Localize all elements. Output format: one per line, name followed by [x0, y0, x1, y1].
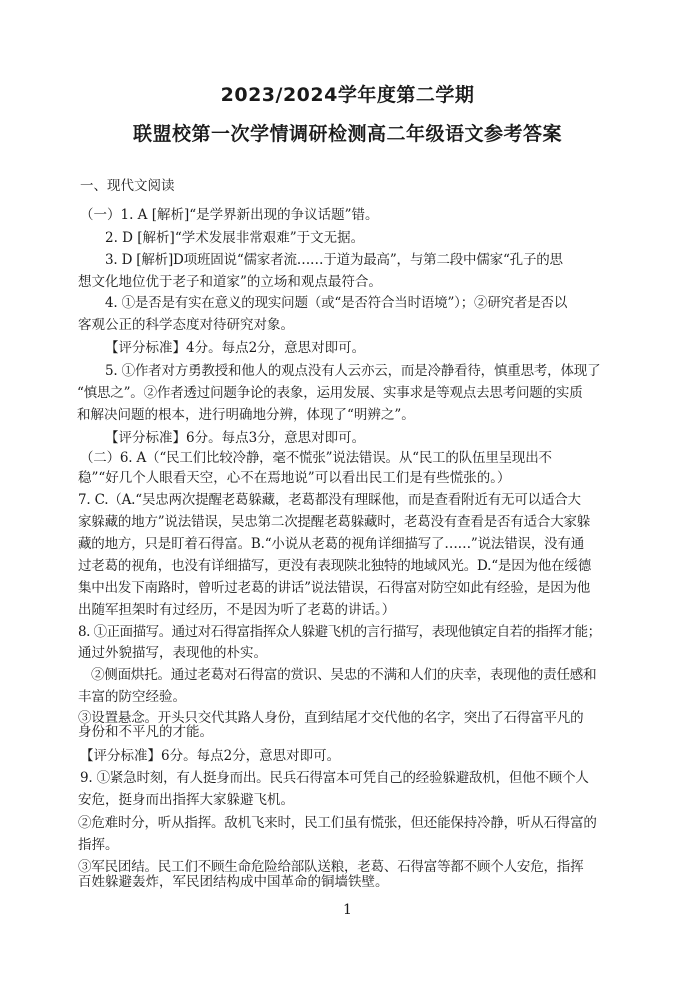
text-line: 9. ①紧急时刻，有人挺身而出。民兵石得富本可凭自己的经验躲避敌机，但他不顾个人 [80, 770, 589, 786]
text-line: 7. C.（A.“吴忠两次提醒老葛躲藏，老葛都没有理睬他，而是查看附近有无可以适合大 [78, 492, 581, 508]
text-line: 8. ①正面描写。通过对石得富指挥众人躲避飞机的言行描写，表现他镇定自若的指挥才能； [78, 624, 601, 640]
text-line: “慎思之”。②作者透过问题争论的表象，运用发展、实事求是等观点去思考问题的实质 [77, 385, 583, 401]
text-line: 藏的地方，只是盯着石得富。B.“小说从老葛的视角详细描写了……”说法错误，没有通 [78, 536, 585, 552]
text-line: 4. ①是否是有实在意义的现实问题（或“是否符合当时语境”）；②研究者是否以 [105, 295, 568, 311]
text-line: 集中出发下南路时，曾听过老葛的讲话”说法错误，石得富对防空如此有经验，是因为他 [78, 580, 591, 596]
text-line: （一）1. A [解析]“是学界新出现的争议话题”错。 [80, 207, 379, 223]
text-line: 3. D [解析]D项班固说“儒家者流……于道为最高”，与第二段中儒家“孔子的思 [105, 252, 563, 268]
text-line: 和解决问题的根本，进行明确地分辨，体现了“明辨之”。 [77, 407, 415, 423]
text-line: 通过外貌描写，表现他的朴实。 [78, 645, 267, 661]
text-line: 稳”“好几个人眼看天空，心不在焉地说”可以看出民工们是有些慌张的。） [78, 470, 511, 486]
text-line: ②危难时分，听从指挥。敌机飞来时，民工们虽有慌张，但还能保持冷静，听从石得富的 [78, 815, 597, 831]
text-line: ③军民团结。民工们不顾生命危险给部队送粮，老葛、石得富等都不顾个人安危，指挥 [78, 859, 584, 875]
document-title-line2: 联盟校第一次学情调研检测高二年级语文参考答案 [132, 123, 562, 145]
text-line: 【评分标准】6分。每点2分，意思对即可。 [80, 748, 341, 764]
text-line: （二）6. A（“民工们比较冷静，毫不慌张”说法错误。从“民工的队伍里呈现出不 [80, 450, 552, 466]
text-line: 过老葛的视角，也没有详细描写，更没有表现陕北独特的地域风光。D.“是因为他在绥德 [78, 558, 592, 574]
section-heading: 一、现代文阅读 [80, 178, 175, 194]
text-line: 家躲藏的地方”说法错误，吴忠第二次提醒老葛躲藏时，老葛没有查看是否有适合大家躲 [78, 514, 591, 530]
text-line: 5. ①作者对方勇教授和他人的观点没有人云亦云，而是冷静看待，慎重思考，体现了 [105, 363, 601, 379]
text-line: ③设置悬念。开头只交代其路人身份，直到结尾才交代他的名字，突出了石得富平凡的 [78, 710, 584, 726]
text-line: 【评分标准】6分。每点3分，意思对即可。 [105, 430, 366, 446]
text-line: 出随军担架时有过经历，不是因为听了老葛的讲话。） [78, 602, 396, 618]
text-line: 丰富的防空经验。 [78, 689, 186, 705]
text-line: 身份和不平凡的才能。 [78, 724, 213, 740]
text-line: 安危，挺身而出指挥大家躲避飞机。 [78, 792, 294, 808]
text-line: 指挥。 [78, 837, 119, 853]
text-line: 百姓躲避轰炸，军民团结构成中国革命的铜墙铁壁。 [78, 874, 389, 890]
text-line: 客观公正的科学态度对待研究对象。 [78, 317, 294, 333]
text-line: 想文化地位优于老子和道家”的立场和观点最符合。 [78, 274, 382, 290]
text-line: 【评分标准】4分。每点2分，意思对即可。 [105, 340, 366, 356]
document-title-line1: 2023/2024学年度第二学期 [220, 84, 475, 106]
page-number: 1 [343, 902, 352, 918]
text-line: 2. D [解析]“学术发展非常艰难”于文无据。 [105, 230, 365, 246]
text-line: ②侧面烘托。通过老葛对石得富的赏识、吴忠的不满和人们的庆幸，表现他的责任感和 [91, 667, 597, 683]
